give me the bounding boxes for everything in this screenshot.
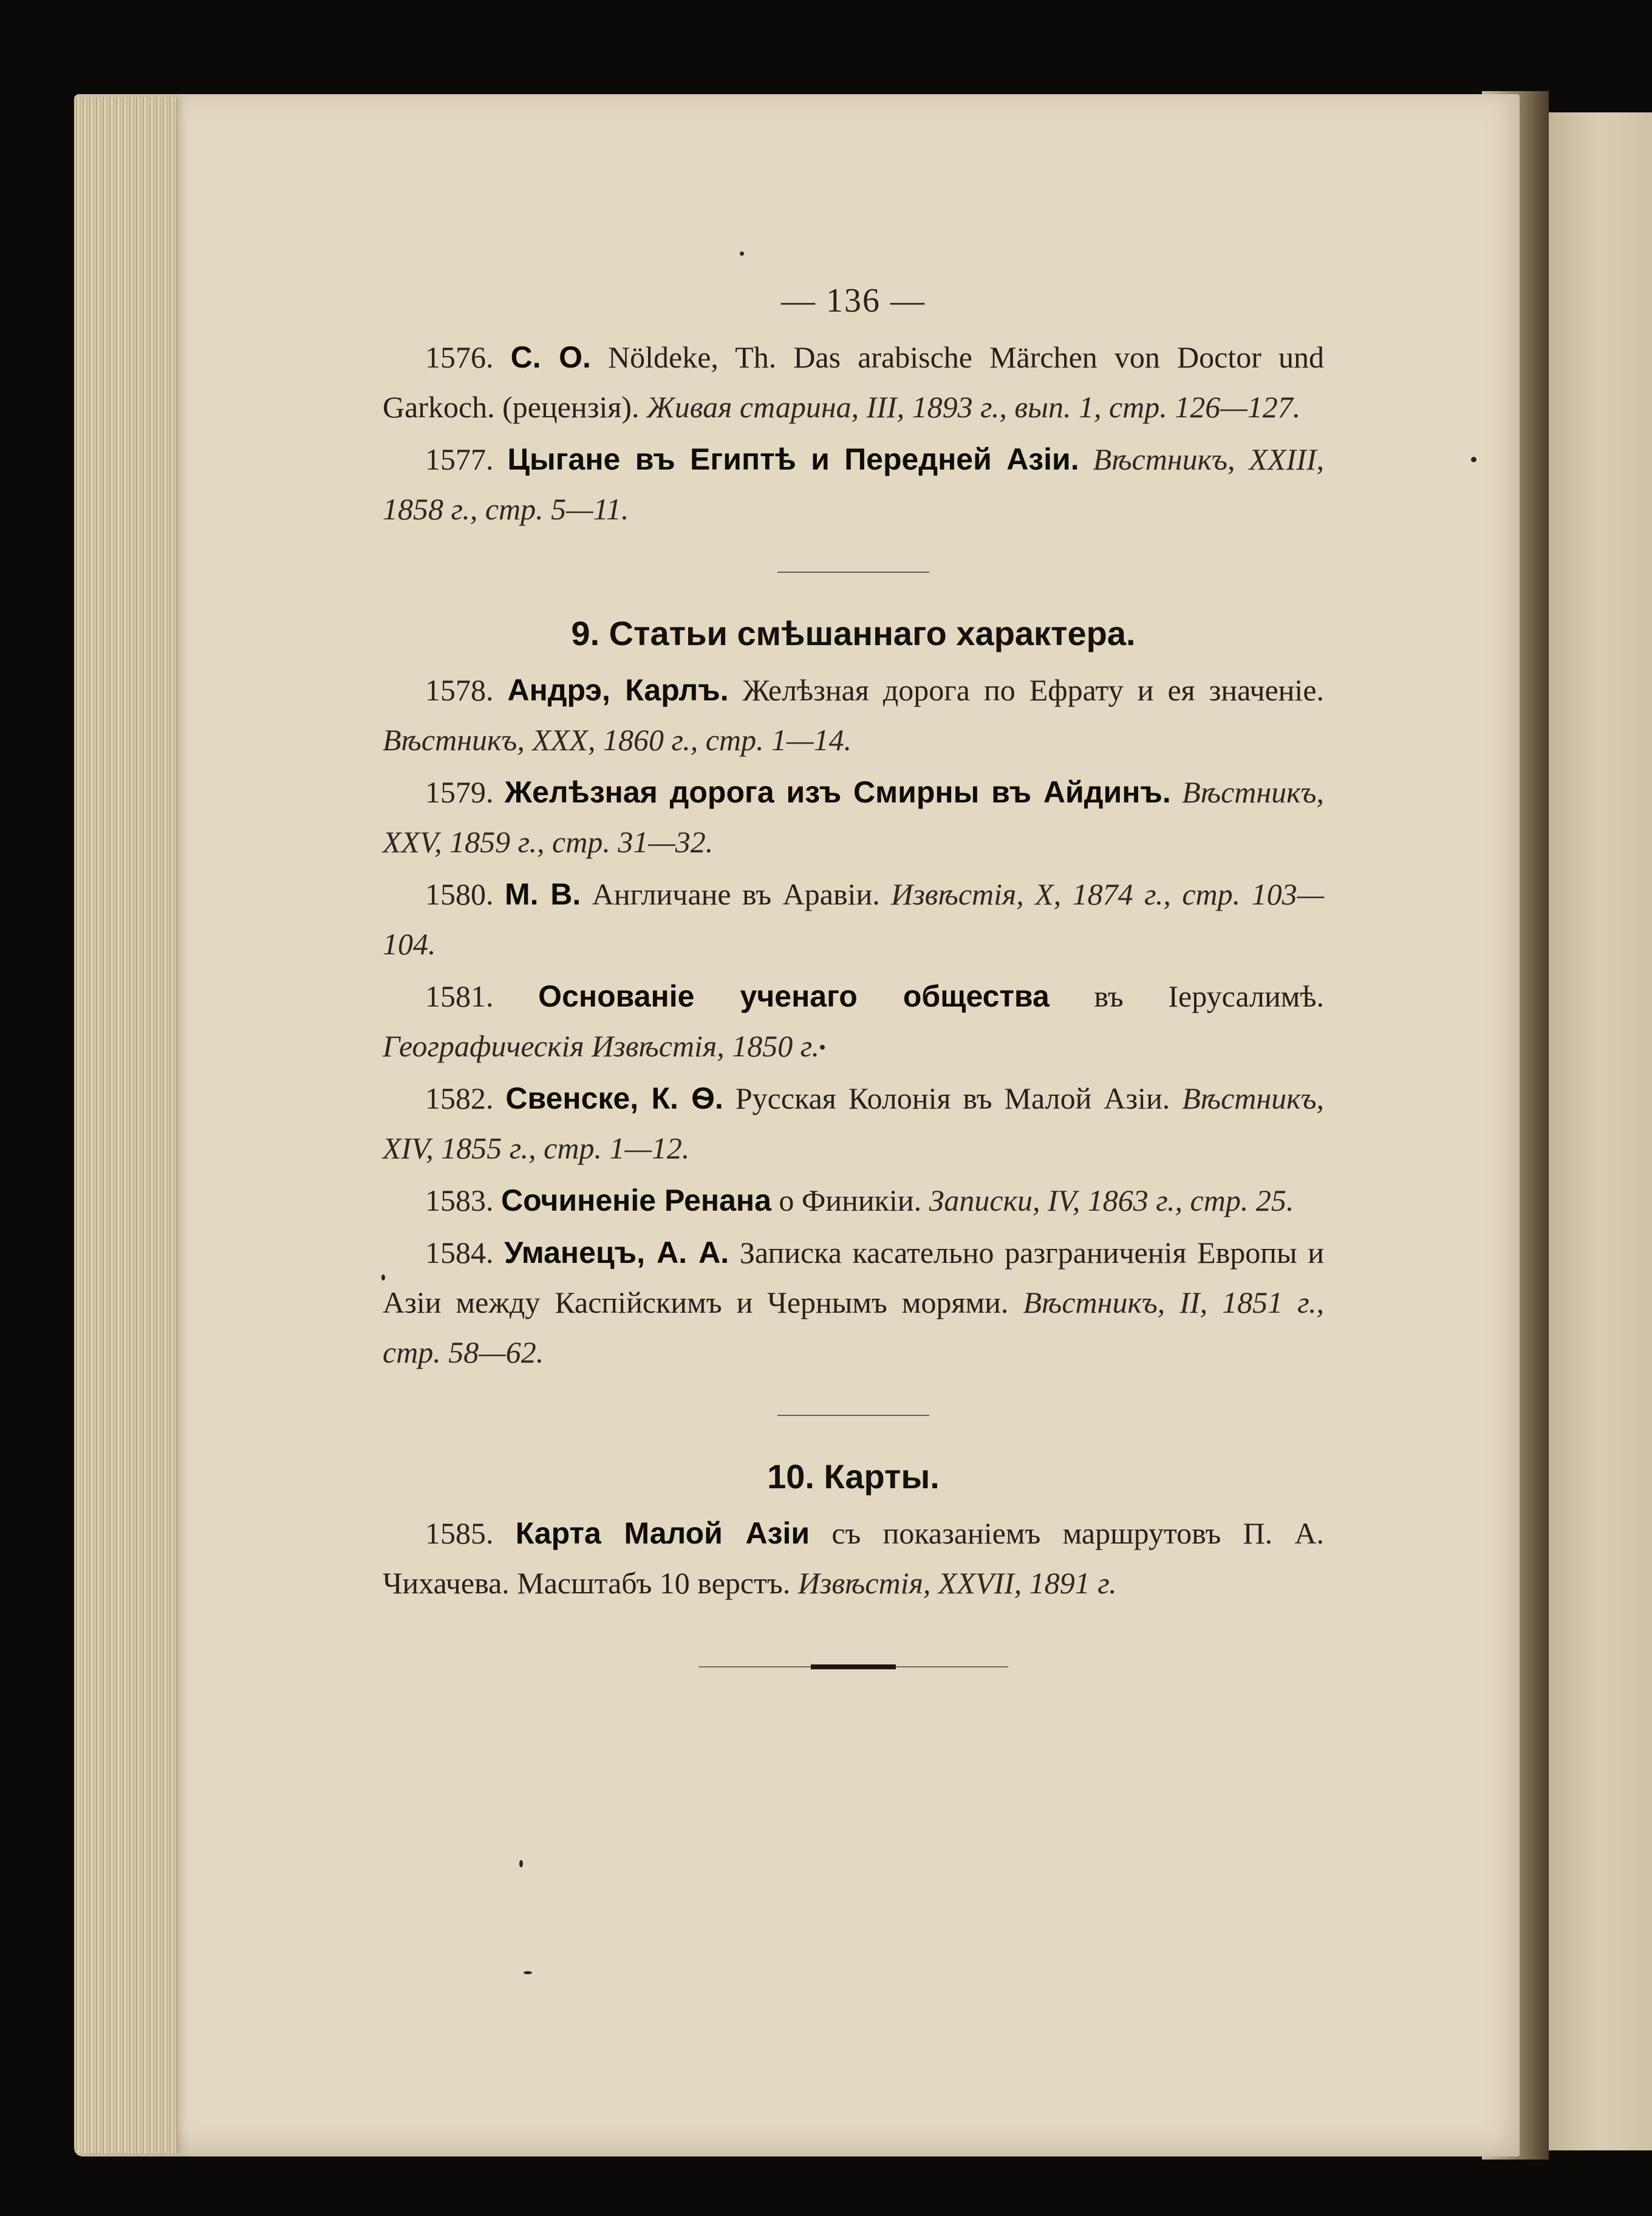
section-heading-9: 9. Статьи смѣшаннаго характера. (571, 614, 1136, 652)
paper-speck (519, 1860, 523, 1867)
paper-speck (740, 251, 744, 256)
entry-1582: 1582. Свенске, К. Ѳ. Русская Колонія въ Малой Азіи. Вѣстникъ, XIV, 1855 г., стр. 1—12. (383, 1081, 1325, 1165)
paper-speck (1471, 457, 1476, 462)
section-heading-10: 10. Карты. (767, 1457, 940, 1496)
entry-1577: 1577. Цыгане въ Египтѣ и Передней Азіи. Вѣстникъ, XXIII, 1858 г., стр. 5—11. (383, 442, 1325, 526)
entry-1579: 1579. Желѣзная дорога изъ Смирны въ Айдинъ. Вѣстникъ, XXV, 1859 г., стр. 31—32. (383, 775, 1325, 859)
entry-1580: 1580. М. В. Англичане въ Аравіи. Извѣстія, X, 1874 г., стр. 103—104. (383, 877, 1325, 961)
section-divider (777, 572, 929, 573)
paper-speck (524, 1971, 532, 1974)
page-text (383, 276, 1324, 1676)
entry-1576: 1576. С. О. Nöldeke, Th. Das arabische Märchen von Doctor und Garkoch. (рецензія). Живая старина, III, 1893 г., вып. 1, стр. 126—127. (383, 340, 1324, 424)
section-divider (777, 1415, 929, 1416)
entry-1583: 1583. Сочиненіе Ренана о Финикіи. Записки, IV, 1863 г., стр. 25. (425, 1183, 1294, 1217)
entry-1584: 1584. Уманецъ, А. А. Записка касательно разграниченія Европы и Азіи между Каспійскимъ и Чернымъ морями. Вѣстникъ, II, 1851 г., стр. 58—62. (383, 1236, 1325, 1369)
entry-1585: 1585. Карта Малой Азіи съ показаніемъ маршрутовъ П. А. Чихачева. Масштабъ 10 верстъ. Извѣстія, XXVII, 1891 г. (383, 1516, 1325, 1600)
page-number: — 136 — (781, 282, 926, 320)
end-of-page-rule (698, 1658, 1008, 1676)
entry-1578: 1578. Андрэ, Карлъ. Желѣзная дорога по Ефрату и ея значеніе. Вѣстникъ, XXX, 1860 г., стр. 1—14. (383, 673, 1325, 757)
entry-1581: 1581. Основаніе ученаго общества въ Іерусалимѣ. Географическія Извѣстія, 1850 г. (383, 979, 1325, 1063)
end-rule-thick-line (811, 1664, 896, 1669)
page-edges (74, 97, 177, 2153)
